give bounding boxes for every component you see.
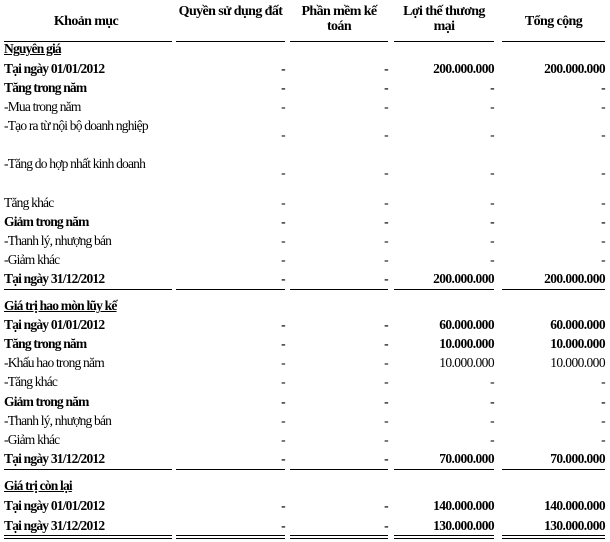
row-label: -Tăng khác xyxy=(4,374,58,389)
row-label: Giá trị còn lại xyxy=(4,478,72,493)
double-rule xyxy=(4,535,172,536)
double-rule xyxy=(290,538,388,539)
subtotal-rule xyxy=(394,289,494,290)
row-value: - xyxy=(384,518,388,533)
row-value: - xyxy=(601,195,605,210)
row-value: - xyxy=(281,165,285,180)
row-value: 200.000.000 xyxy=(433,61,494,76)
row-value: - xyxy=(490,99,494,114)
row-value: - xyxy=(601,394,605,409)
row-value: - xyxy=(281,214,285,229)
row-value: - xyxy=(601,214,605,229)
subtotal-rule xyxy=(290,289,388,290)
row-label: Giảm trong năm xyxy=(4,394,89,409)
row-value: 10.000.000 xyxy=(550,355,605,370)
row-value: - xyxy=(384,413,388,428)
row-value: - xyxy=(384,61,388,76)
row-value: - xyxy=(384,336,388,351)
header-item: Khoản mục xyxy=(53,14,119,29)
row-value: - xyxy=(384,451,388,466)
row-value: - xyxy=(384,394,388,409)
double-rule xyxy=(502,535,605,536)
header-rule xyxy=(290,41,388,42)
row-value: - xyxy=(490,394,494,409)
row-value: 10.000.000 xyxy=(550,336,605,351)
row-value: - xyxy=(281,195,285,210)
row-value: - xyxy=(490,413,494,428)
row-value: - xyxy=(281,355,285,370)
row-value: - xyxy=(601,432,605,447)
row-value: - xyxy=(281,336,285,351)
row-value: 140.000.000 xyxy=(433,498,494,513)
row-label: Tại ngày 01/01/2012 xyxy=(4,61,105,76)
row-value: - xyxy=(384,99,388,114)
row-value: - xyxy=(281,80,285,95)
row-value: 60.000.000 xyxy=(439,317,494,332)
double-rule xyxy=(176,538,285,539)
double-rule xyxy=(4,538,172,539)
row-label: Tăng khác xyxy=(4,195,54,210)
row-value: - xyxy=(384,355,388,370)
row-value: 200.000.000 xyxy=(544,271,605,286)
row-value: 10.000.000 xyxy=(439,355,494,370)
row-value: - xyxy=(281,394,285,409)
row-label: -Khấu hao trong năm xyxy=(4,355,104,370)
row-label: Tại ngày 01/01/2012 xyxy=(4,498,105,513)
subtotal-rule xyxy=(4,469,172,470)
row-value: - xyxy=(601,165,605,180)
row-value: - xyxy=(601,374,605,389)
row-value: - xyxy=(281,99,285,114)
row-value: - xyxy=(281,233,285,248)
row-value: 60.000.000 xyxy=(550,317,605,332)
row-value: - xyxy=(384,317,388,332)
row-label: Tại ngày 31/12/2012 xyxy=(4,518,105,533)
row-value: - xyxy=(601,233,605,248)
row-label: -Giảm khác xyxy=(4,432,60,447)
row-value: - xyxy=(490,127,494,142)
row-value: - xyxy=(490,80,494,95)
row-value: - xyxy=(281,498,285,513)
row-label: -Tạo ra từ nội bộ doanh nghiệp xyxy=(4,118,148,133)
row-value: - xyxy=(281,317,285,332)
row-label: -Thanh lý, nhượng bán xyxy=(4,233,112,248)
double-rule xyxy=(502,538,605,539)
row-value: - xyxy=(490,214,494,229)
row-value: - xyxy=(384,271,388,286)
row-value: - xyxy=(281,61,285,76)
double-rule xyxy=(176,535,285,536)
row-value: - xyxy=(601,252,605,267)
row-value: - xyxy=(384,252,388,267)
row-label: Tại ngày 31/12/2012 xyxy=(4,271,105,286)
row-value: - xyxy=(384,233,388,248)
double-rule xyxy=(290,535,388,536)
row-value: - xyxy=(490,252,494,267)
header-total: Tổng cộng xyxy=(524,14,583,29)
row-value: - xyxy=(384,432,388,447)
row-value: 70.000.000 xyxy=(550,451,605,466)
double-rule xyxy=(394,538,494,539)
subtotal-rule xyxy=(176,289,285,290)
header-accounting-software: Phần mềm kế toán xyxy=(301,4,377,34)
subtotal-rule xyxy=(502,289,605,290)
row-value: - xyxy=(281,271,285,286)
row-label: Tăng trong năm xyxy=(4,336,87,351)
row-value: - xyxy=(601,413,605,428)
row-value: 10.000.000 xyxy=(439,336,494,351)
subtotal-rule xyxy=(176,469,285,470)
row-label: -Giảm khác xyxy=(4,252,60,267)
row-value: - xyxy=(384,195,388,210)
row-label: Tại ngày 31/12/2012 xyxy=(4,451,105,466)
subtotal-rule xyxy=(394,469,494,470)
row-value: - xyxy=(281,252,285,267)
row-value: - xyxy=(384,165,388,180)
row-value: - xyxy=(601,99,605,114)
row-value: - xyxy=(490,233,494,248)
row-value: - xyxy=(281,127,285,142)
row-label: Giảm trong năm xyxy=(4,214,89,229)
header-rule xyxy=(176,41,285,42)
row-label: Tại ngày 01/01/2012 xyxy=(4,317,105,332)
row-label: -Mua trong năm xyxy=(4,99,81,114)
row-value: - xyxy=(601,80,605,95)
double-rule xyxy=(394,535,494,536)
row-value: 130.000.000 xyxy=(433,518,494,533)
row-value: - xyxy=(384,214,388,229)
row-value: - xyxy=(601,127,605,142)
row-label: Tăng trong năm xyxy=(4,80,87,95)
header-rule xyxy=(502,41,605,42)
row-label: Giá trị hao mòn lũy kế xyxy=(4,298,117,313)
row-value: - xyxy=(281,374,285,389)
row-value: - xyxy=(384,374,388,389)
subtotal-rule xyxy=(502,469,605,470)
row-label: -Tăng do hợp nhất kinh doanh xyxy=(4,156,146,171)
row-value: - xyxy=(490,195,494,210)
row-value: - xyxy=(281,518,285,533)
row-value: - xyxy=(281,413,285,428)
header-rule xyxy=(394,41,494,42)
row-value: - xyxy=(281,432,285,447)
row-label: Nguyên giá xyxy=(4,41,61,56)
row-value: - xyxy=(490,165,494,180)
subtotal-rule xyxy=(290,469,388,470)
subtotal-rule xyxy=(4,289,172,290)
row-value: 130.000.000 xyxy=(544,518,605,533)
row-value: - xyxy=(490,374,494,389)
row-value: 200.000.000 xyxy=(433,271,494,286)
row-value: - xyxy=(281,451,285,466)
row-value: 200.000.000 xyxy=(544,61,605,76)
header-goodwill: Lợi thế thương mại xyxy=(403,4,485,34)
row-value: - xyxy=(490,432,494,447)
row-value: - xyxy=(384,498,388,513)
row-value: 140.000.000 xyxy=(544,498,605,513)
row-value: 70.000.000 xyxy=(439,451,494,466)
row-value: - xyxy=(384,127,388,142)
row-value: - xyxy=(384,80,388,95)
header-land-use-rights: Quyền sử dụng đất xyxy=(178,4,283,19)
row-label: -Thanh lý, nhượng bán xyxy=(4,413,112,428)
